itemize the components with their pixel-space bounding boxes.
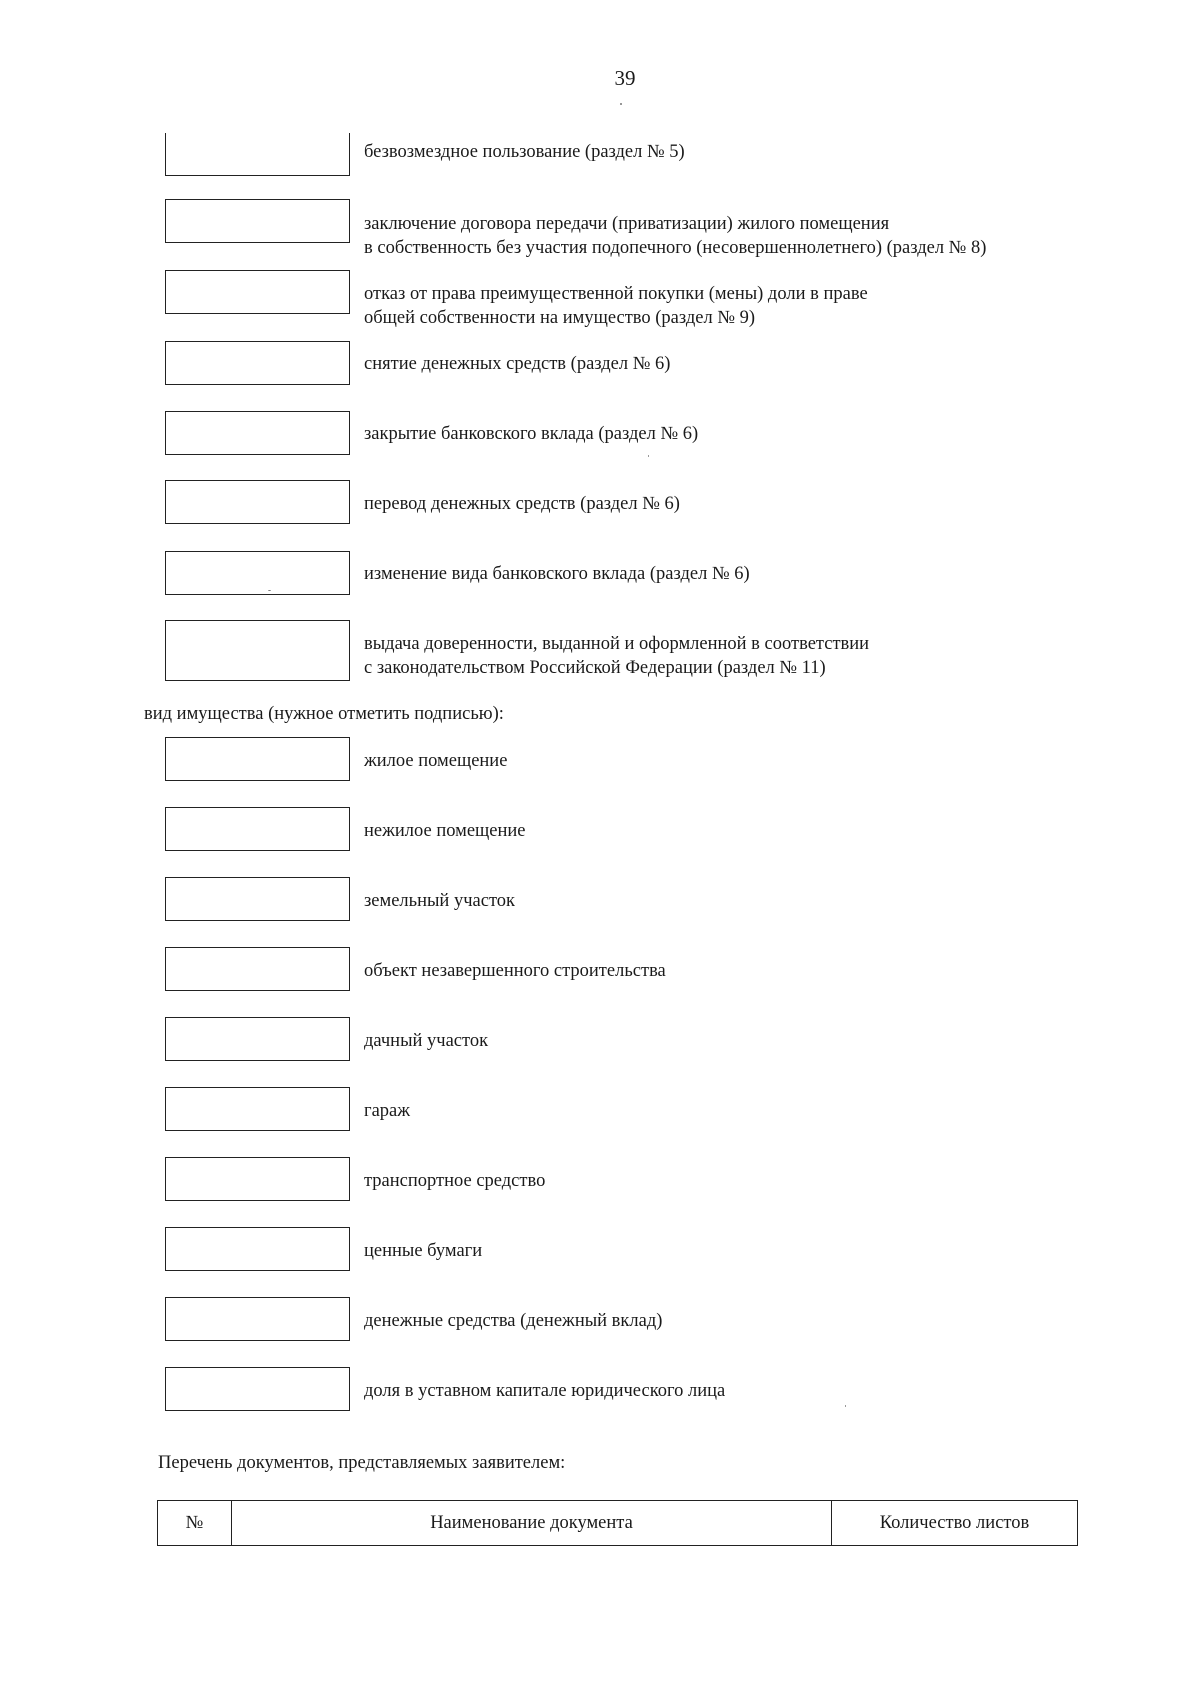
operation-checkbox[interactable] [165,620,350,681]
property-label: дачный участок [364,1031,489,1051]
operation-label [364,562,1084,586]
operation-checkbox[interactable] [165,551,350,595]
property-label: доля в уставном капитале юридического лица [364,1381,726,1401]
column-header-document-name: Наименование документа [232,1501,832,1546]
property-checkbox[interactable] [165,1157,350,1201]
property-label: гараж [364,1101,411,1121]
operation-checkbox[interactable] [165,199,350,243]
property-checkbox[interactable] [165,737,350,781]
column-header-number: № [158,1501,232,1546]
scan-speck [620,103,622,105]
page-number: 39 [614,66,636,90]
operation-label [364,140,1084,164]
property-checkbox[interactable] [165,1017,350,1061]
scan-speck [845,1405,846,1407]
property-checkbox[interactable] [165,807,350,851]
documents-table [157,1500,1078,1546]
operation-checkbox[interactable] [165,270,350,314]
operation-label [364,492,1084,516]
property-label: нежилое помещение [364,821,526,841]
operation-label-line: перевод денежных средств (раздел № 6) [364,494,680,514]
operation-checkbox[interactable] [165,480,350,524]
operation-label-line: с законодательством Российской Федерации (раздел № 11) [364,658,826,678]
operation-label-line: закрытие банковского вклада (раздел № 6) [364,424,699,444]
documents-heading: Перечень документов, представляемых заявителем: [158,1453,566,1473]
operation-label [364,422,1084,446]
operation-label-line: выдача доверенности, выданной и оформленной в соответствии [364,634,870,654]
property-label: денежные средства (денежный вклад) [364,1311,663,1331]
operation-checkbox[interactable] [165,341,350,385]
property-checkbox[interactable] [165,1367,350,1411]
operation-label-line: безвозмездное пользование (раздел № 5) [364,142,685,162]
operation-label [364,212,1084,260]
scan-speck [268,590,271,591]
property-label: ценные бумаги [364,1241,483,1261]
operation-label-line: изменение вида банковского вклада (раздел № 6) [364,564,750,584]
property-checkbox[interactable] [165,1227,350,1271]
operation-label [364,632,1084,680]
column-header-sheet-count: Количество листов [832,1501,1078,1546]
operation-label-line: общей собственности на имущество (раздел № 9) [364,308,756,328]
documents-table-header-row [158,1501,1078,1546]
operation-label-line: заключение договора передачи (приватизации) жилого помещения [364,214,890,234]
property-label: земельный участок [364,891,516,911]
operation-label-line: отказ от права преимущественной покупки (мены) доли в праве [364,284,868,304]
operation-checkbox[interactable] [165,411,350,455]
operation-label [364,282,1084,330]
operation-label-line: в собственность без участия подопечного (несовершеннолетнего) (раздел № 8) [364,238,987,258]
property-label: транспортное средство [364,1171,546,1191]
property-heading: вид имущества (нужное отметить подписью): [144,704,504,724]
property-label: объект незавершенного строительства [364,961,666,981]
operation-label [364,352,1084,376]
scan-speck [648,455,649,457]
property-checkbox[interactable] [165,1087,350,1131]
operation-checkbox[interactable] [165,133,350,176]
property-checkbox[interactable] [165,1297,350,1341]
property-checkbox[interactable] [165,947,350,991]
operation-label-line: снятие денежных средств (раздел № 6) [364,354,671,374]
property-label: жилое помещение [364,751,508,771]
property-checkbox[interactable] [165,877,350,921]
